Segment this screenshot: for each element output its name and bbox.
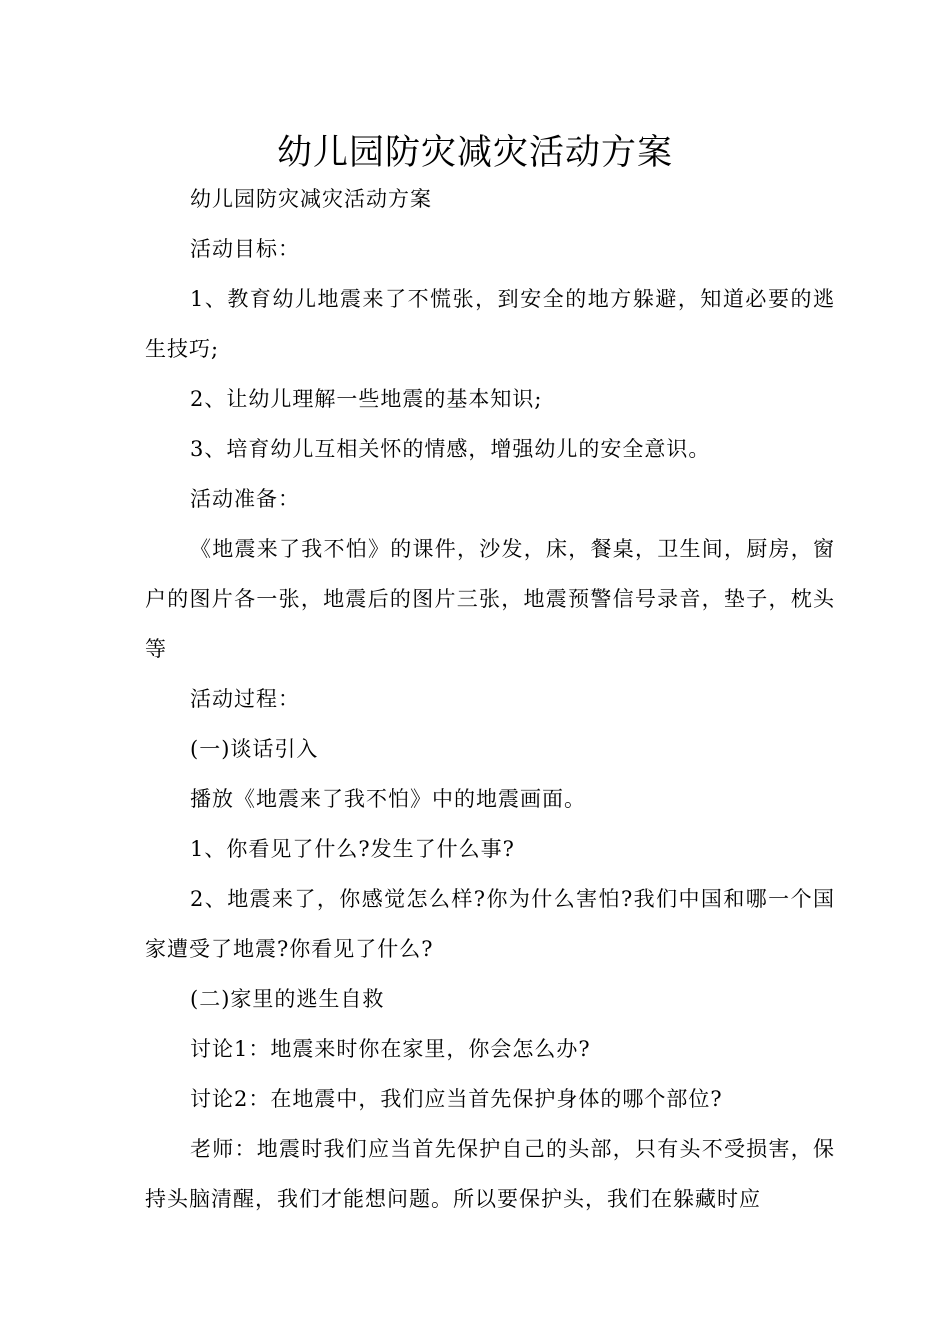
paragraph-goal-3: 3、培育幼儿互相关怀的情感，增强幼儿的安全意识。: [190, 437, 711, 461]
paragraph-goal-2: 2、让幼儿理解一些地震的基本知识;: [190, 387, 543, 411]
paragraph-discussion-2: 讨论2：在地震中，我们应当首先保护身体的哪个部位?: [190, 1087, 723, 1111]
paragraph-play-video: 播放《地震来了我不怕》中的地震画面。: [190, 787, 586, 811]
paragraph-goal-1: 1、教育幼儿地震来了不慌张，到安全的地方躲避，知道必要的逃生技巧;: [145, 287, 835, 361]
paragraph-prep-items: 《地震来了我不怕》的课件，沙发，床，餐桌，卫生间，厨房，窗户的图片各一张，地震后的图片三张，地震预警信号录音，垫子，枕头等: [145, 537, 835, 661]
paragraph-section-2: (二)家里的逃生自救: [190, 987, 385, 1011]
paragraph-teacher: 老师：地震时我们应当首先保护自己的头部，只有头不受损害，保持头脑清醒，我们才能想问题。所以要保护头，我们在躲藏时应: [145, 1137, 835, 1211]
paragraph-subtitle: 幼儿园防灾减灾活动方案: [190, 187, 432, 211]
document-title: 幼儿园防灾减灾活动方案: [276, 133, 673, 173]
paragraph-discussion-1: 讨论1：地震来时你在家里，你会怎么办?: [190, 1037, 591, 1061]
paragraph-process-heading: 活动过程：: [190, 687, 300, 711]
paragraph-prep-heading: 活动准备：: [190, 487, 300, 511]
paragraph-goals-heading: 活动目标：: [190, 237, 300, 261]
document-body: [145, 174, 835, 1224]
paragraph-question-1: 1、你看见了什么?发生了什么事?: [190, 837, 515, 861]
paragraph-section-1: (一)谈话引入: [190, 737, 319, 761]
paragraph-question-2: 2、地震来了，你感觉怎么样?你为什么害怕?我们中国和哪一个国家遭受了地震?你看见了什么?: [145, 887, 835, 961]
